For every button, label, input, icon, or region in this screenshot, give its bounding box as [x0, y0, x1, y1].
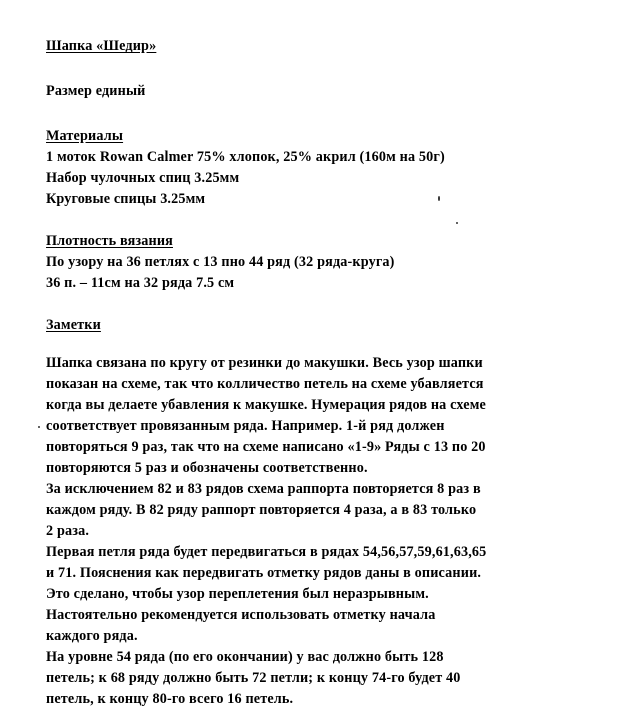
notes-line: Первая петля ряда будет передвигаться в рядах 54,56,57,59,61,63,65 — [46, 544, 487, 560]
scan-speck — [438, 196, 440, 201]
size-line: Размер единый — [46, 83, 146, 99]
gauge-line: 36 п. – 11см на 32 ряда 7.5 см — [46, 275, 235, 291]
scan-speck — [456, 222, 458, 224]
notes-line: каждом ряду. В 82 ряду раппорт повторяется 4 раза, а в 83 только — [46, 502, 477, 518]
notes-line: соответствует провязанным ряда. Например. 1-й ряд должен — [46, 418, 445, 434]
gauge-heading: Плотность вязания — [46, 233, 173, 249]
scan-speck — [38, 426, 40, 428]
notes-line: показан на схеме, так что колличество петель на схеме убавляется — [46, 376, 484, 392]
materials-line: 1 моток Rowan Calmer 75% хлопок, 25% акрил (160м на 50г) — [46, 149, 445, 165]
notes-heading: Заметки — [46, 317, 101, 333]
materials-heading: Материалы — [46, 128, 124, 144]
materials-line: Набор чулочных спиц 3.25мм — [46, 170, 240, 186]
notes-line: повторяться 9 раз, так что на схеме написано «1-9» Ряды с 13 по 20 — [46, 439, 486, 455]
gauge-line: По узору на 36 петлях с 13 пно 44 ряд (32 ряда-круга) — [46, 254, 395, 270]
notes-line: За исключением 82 и 83 рядов схема раппорта повторяется 8 раз в — [46, 481, 481, 497]
spacer — [46, 210, 606, 231]
notes-line: Настоятельно рекомендуется использовать отметку начала — [46, 607, 436, 623]
notes-line: каждого ряда. — [46, 628, 138, 644]
notes-line: когда вы делаете убавления к макушке. Нумерация рядов на схеме — [46, 397, 486, 413]
pattern-document — [46, 36, 606, 710]
spacer — [46, 336, 606, 353]
spacer — [46, 294, 606, 315]
notes-line: петель; к 68 ряду должно быть 72 петли; к концу 74-го будет 40 — [46, 670, 461, 686]
spacer — [46, 102, 606, 126]
notes-line: петель, к концу 80-го всего 16 петель. — [46, 691, 294, 707]
notes-line: и 71. Пояснения как передвигать отметку рядов даны в описании. — [46, 565, 482, 581]
notes-line: повторяются 5 раз и обозначены соответственно. — [46, 460, 368, 476]
notes-line: На уровне 54 ряда (по его окончании) у вас должно быть 128 — [46, 649, 444, 665]
notes-line: Это сделано, чтобы узор переплетения был неразрывным. — [46, 586, 429, 602]
notes-line: 2 раза. — [46, 523, 90, 539]
notes-line: Шапка связана по кругу от резинки до макушки. Весь узор шапки — [46, 355, 483, 371]
materials-line: Круговые спицы 3.25мм — [46, 191, 206, 207]
document-title: Шапка «Шедир» — [46, 38, 157, 54]
spacer — [46, 57, 606, 81]
